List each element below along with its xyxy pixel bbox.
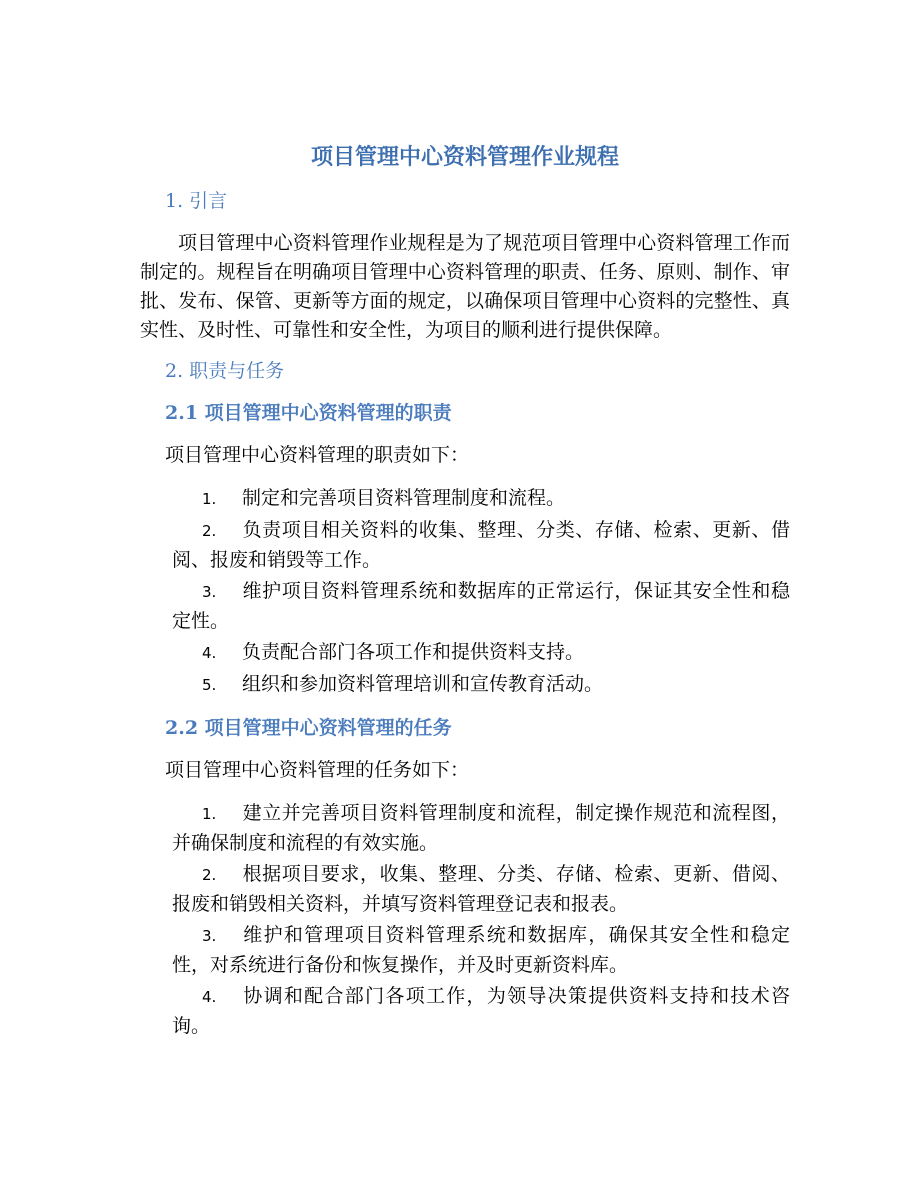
list-item — [172, 577, 790, 636]
list-item — [172, 982, 790, 1041]
section-1-paragraph: 项目管理中心资料管理作业规程是为了规范项目管理中心资料管理工作而制定的。规程旨在明确项目管理中心资料管理的职责、任务、原则、制作、审批、发布、保管、更新等方面的规定，以确保项目管理中心资料的完整性、真实性、及时性、可靠性和安全性，为项目的顺利进行提供保障。 — [140, 232, 790, 341]
section-2-2-lead: 项目管理中心资料管理的任务如下： — [165, 759, 470, 781]
list-text: 负责项目相关资料的收集、整理、分类、存储、检索、更新、借阅、报废和销毁等工作。 — [172, 519, 790, 571]
tasks-list — [140, 799, 790, 1041]
list-text: 制定和完善项目资料管理制度和流程。 — [242, 487, 566, 509]
list-number: 1. — [202, 490, 217, 508]
list-number: 2. — [202, 866, 217, 884]
list-number: 4. — [202, 988, 217, 1006]
list-number: 3. — [202, 927, 217, 945]
section-2-heading: 2. 职责与任务 — [165, 360, 285, 382]
list-item — [172, 484, 790, 514]
list-text: 根据项目要求，收集、整理、分类、存储、检索、更新、借阅、报废和销毁相关资料，并填写资料管理登记表和报表。 — [172, 863, 790, 915]
document-title: 项目管理中心资料管理作业规程 — [310, 144, 619, 170]
section-2-1-heading: 2.1 项目管理中心资料管理的职责 — [165, 402, 452, 424]
list-text: 建立并完善项目资料管理制度和流程，制定操作规范和流程图，并确保制度和流程的有效实施。 — [172, 802, 790, 854]
list-number: 1. — [202, 805, 217, 823]
list-text: 维护和管理项目资料管理系统和数据库，确保其安全性和稳定性，对系统进行备份和恢复操作，并及时更新资料库。 — [172, 924, 790, 976]
list-item — [172, 516, 790, 575]
list-number: 2. — [202, 522, 217, 540]
list-item — [172, 860, 790, 919]
section-2-1-lead: 项目管理中心资料管理的职责如下： — [165, 444, 470, 466]
list-number: 3. — [202, 583, 217, 601]
list-text: 负责配合部门各项工作和提供资料支持。 — [242, 641, 585, 663]
list-item — [172, 799, 790, 858]
list-number: 4. — [202, 644, 217, 662]
list-text: 组织和参加资料管理培训和宣传教育活动。 — [242, 673, 604, 695]
section-1-heading: 1. 引言 — [165, 190, 228, 212]
list-item — [172, 670, 790, 700]
duties-list — [140, 484, 790, 700]
list-item — [172, 921, 790, 980]
list-text: 维护项目资料管理系统和数据库的正常运行，保证其安全性和稳定性。 — [172, 580, 790, 632]
list-number: 5. — [202, 676, 217, 694]
list-item — [172, 638, 790, 668]
list-text: 协调和配合部门各项工作，为领导决策提供资料支持和技术咨询。 — [172, 985, 790, 1037]
section-2-2-heading: 2.2 项目管理中心资料管理的任务 — [165, 717, 452, 739]
